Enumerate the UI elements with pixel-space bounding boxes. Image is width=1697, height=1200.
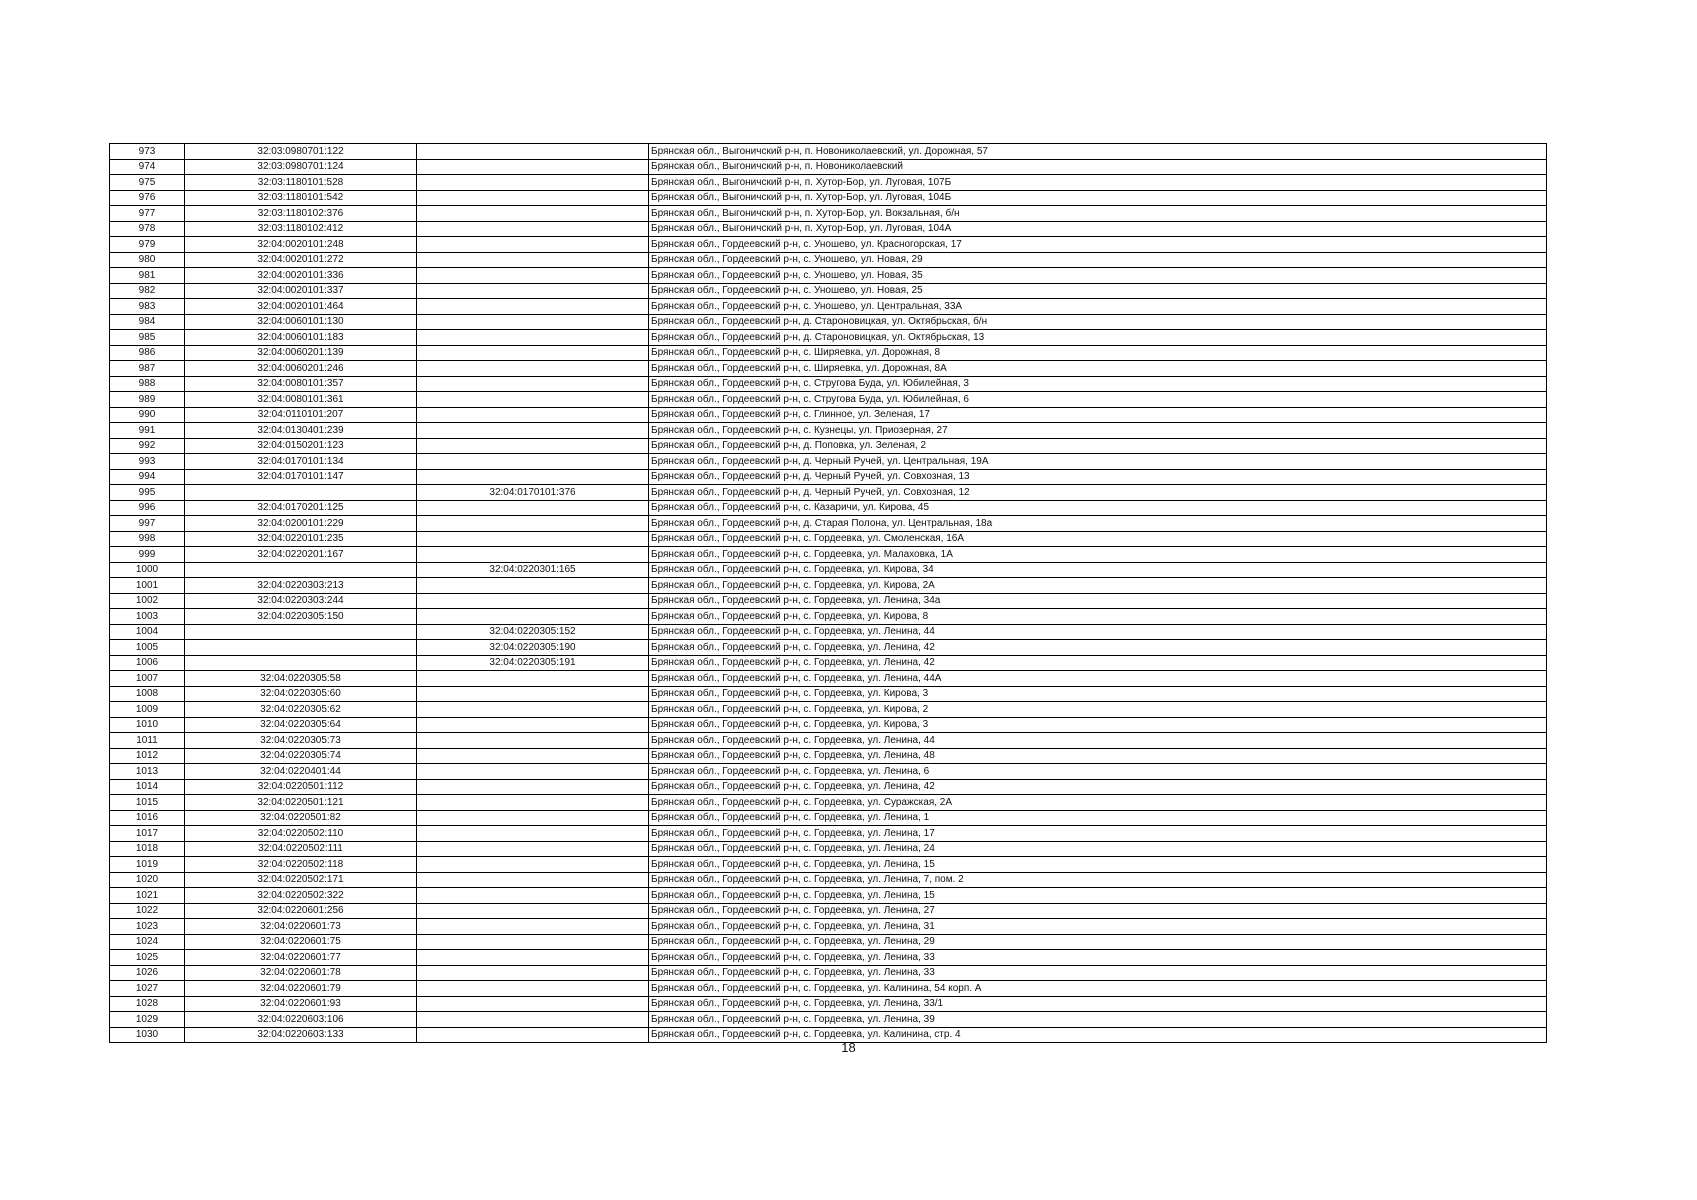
address-cell: Брянская обл., Гордеевский р-н, с. Гордеевка, ул. Ленина, 24 xyxy=(649,841,1547,857)
table-row xyxy=(110,392,1547,408)
row-number-cell: 978 xyxy=(110,221,185,237)
table-row xyxy=(110,438,1547,454)
cadastral-number-cell: 32:04:0220101:235 xyxy=(185,531,417,547)
table-row xyxy=(110,655,1547,671)
table-row xyxy=(110,624,1547,640)
address-cell: Брянская обл., Гордеевский р-н, с. Гордеевка, ул. Кирова, 2А xyxy=(649,578,1547,594)
table-row xyxy=(110,299,1547,315)
table-row xyxy=(110,795,1547,811)
table-row xyxy=(110,903,1547,919)
table-row xyxy=(110,237,1547,253)
row-number-cell: 1021 xyxy=(110,888,185,904)
row-number-cell: 1018 xyxy=(110,841,185,857)
cadastral-number-cell xyxy=(185,655,417,671)
row-number-cell: 1009 xyxy=(110,702,185,718)
cadastral-number-cell: 32:04:0220501:82 xyxy=(185,810,417,826)
alt-cadastral-number-cell xyxy=(417,578,649,594)
alt-cadastral-number-cell xyxy=(417,190,649,206)
address-cell: Брянская обл., Выгоничский р-н, п. Хутор-Бор, ул. Луговая, 104Б xyxy=(649,190,1547,206)
address-cell: Брянская обл., Гордеевский р-н, д. Староновицкая, ул. Октябрьская, 13 xyxy=(649,330,1547,346)
table-row xyxy=(110,531,1547,547)
alt-cadastral-number-cell xyxy=(417,175,649,191)
alt-cadastral-number-cell xyxy=(417,516,649,532)
address-cell: Брянская обл., Гордеевский р-н, с. Гордеевка, ул. Ленина, 44 xyxy=(649,733,1547,749)
row-number-cell: 1011 xyxy=(110,733,185,749)
address-cell: Брянская обл., Гордеевский р-н, с. Уношево, ул. Центральная, 33А xyxy=(649,299,1547,315)
cadastral-number-cell: 32:04:0220601:77 xyxy=(185,950,417,966)
table-row xyxy=(110,872,1547,888)
address-cell: Брянская обл., Гордеевский р-н, с. Гордеевка, ул. Ленина, 1 xyxy=(649,810,1547,826)
row-number-cell: 1007 xyxy=(110,671,185,687)
cadastral-number-cell: 32:04:0220501:112 xyxy=(185,779,417,795)
table-row xyxy=(110,190,1547,206)
address-cell: Брянская обл., Гордеевский р-н, с. Гордеевка, ул. Ленина, 15 xyxy=(649,857,1547,873)
address-cell: Брянская обл., Гордеевский р-н, д. Черный Ручей, ул. Совхозная, 12 xyxy=(649,485,1547,501)
alt-cadastral-number-cell: 32:04:0220305:152 xyxy=(417,624,649,640)
address-cell: Брянская обл., Гордеевский р-н, д. Староновицкая, ул. Октябрьская, б/н xyxy=(649,314,1547,330)
alt-cadastral-number-cell xyxy=(417,376,649,392)
cadastral-number-cell: 32:04:0220502:322 xyxy=(185,888,417,904)
row-number-cell: 1025 xyxy=(110,950,185,966)
alt-cadastral-number-cell: 32:04:0220301:165 xyxy=(417,562,649,578)
table-row xyxy=(110,144,1547,160)
cadastral-number-cell: 32:04:0060201:246 xyxy=(185,361,417,377)
cadastral-number-cell: 32:04:0060101:130 xyxy=(185,314,417,330)
address-cell: Брянская обл., Гордеевский р-н, с. Гордеевка, ул. Ленина, 44 xyxy=(649,624,1547,640)
table-row xyxy=(110,640,1547,656)
address-cell: Брянская обл., Гордеевский р-н, с. Гордеевка, ул. Малаховка, 1А xyxy=(649,547,1547,563)
alt-cadastral-number-cell xyxy=(417,531,649,547)
table-row xyxy=(110,609,1547,625)
address-cell: Брянская обл., Гордеевский р-н, с. Гордеевка, ул. Ленина, 42 xyxy=(649,779,1547,795)
row-number-cell: 1001 xyxy=(110,578,185,594)
alt-cadastral-number-cell xyxy=(417,330,649,346)
row-number-cell: 980 xyxy=(110,252,185,268)
table-row xyxy=(110,810,1547,826)
table-row xyxy=(110,547,1547,563)
address-cell: Брянская обл., Выгоничский р-н, п. Хутор-Бор, ул. Луговая, 104А xyxy=(649,221,1547,237)
row-number-cell: 985 xyxy=(110,330,185,346)
row-number-cell: 1004 xyxy=(110,624,185,640)
alt-cadastral-number-cell xyxy=(417,159,649,175)
row-number-cell: 992 xyxy=(110,438,185,454)
cadastral-number-cell: 32:04:0060201:139 xyxy=(185,345,417,361)
table-row xyxy=(110,950,1547,966)
alt-cadastral-number-cell xyxy=(417,469,649,485)
cadastral-number-cell: 32:04:0220501:121 xyxy=(185,795,417,811)
table-row xyxy=(110,500,1547,516)
row-number-cell: 982 xyxy=(110,283,185,299)
alt-cadastral-number-cell xyxy=(417,423,649,439)
alt-cadastral-number-cell: 32:04:0220305:190 xyxy=(417,640,649,656)
cadastral-number-cell: 32:03:1180102:376 xyxy=(185,206,417,222)
cadastral-number-cell: 32:04:0220502:118 xyxy=(185,857,417,873)
cadastral-number-cell: 32:04:0220401:44 xyxy=(185,764,417,780)
address-cell: Брянская обл., Гордеевский р-н, д. Старая Полона, ул. Центральная, 18а xyxy=(649,516,1547,532)
cadastral-number-cell: 32:04:0020101:272 xyxy=(185,252,417,268)
alt-cadastral-number-cell xyxy=(417,748,649,764)
row-number-cell: 1020 xyxy=(110,872,185,888)
cadastral-number-cell xyxy=(185,485,417,501)
alt-cadastral-number-cell xyxy=(417,841,649,857)
table-row xyxy=(110,779,1547,795)
cadastral-number-cell: 32:04:0220305:73 xyxy=(185,733,417,749)
cadastral-number-cell: 32:04:0080101:357 xyxy=(185,376,417,392)
alt-cadastral-number-cell xyxy=(417,268,649,284)
table-row xyxy=(110,454,1547,470)
cadastral-number-cell: 32:04:0220603:133 xyxy=(185,1027,417,1043)
address-cell: Брянская обл., Гордеевский р-н, с. Гордеевка, ул. Ленина, 34а xyxy=(649,593,1547,609)
row-number-cell: 995 xyxy=(110,485,185,501)
cadastral-number-cell: 32:04:0020101:336 xyxy=(185,268,417,284)
table-row xyxy=(110,423,1547,439)
table-row xyxy=(110,965,1547,981)
row-number-cell: 989 xyxy=(110,392,185,408)
alt-cadastral-number-cell xyxy=(417,609,649,625)
row-number-cell: 984 xyxy=(110,314,185,330)
alt-cadastral-number-cell xyxy=(417,283,649,299)
row-number-cell: 996 xyxy=(110,500,185,516)
alt-cadastral-number-cell xyxy=(417,733,649,749)
table-row xyxy=(110,671,1547,687)
address-cell: Брянская обл., Гордеевский р-н, с. Гордеевка, ул. Ленина, 42 xyxy=(649,655,1547,671)
table-row xyxy=(110,485,1547,501)
table-row xyxy=(110,268,1547,284)
table-row xyxy=(110,578,1547,594)
table-row xyxy=(110,206,1547,222)
alt-cadastral-number-cell xyxy=(417,593,649,609)
address-cell: Брянская обл., Гордеевский р-н, д. Черный Ручей, ул. Центральная, 19А xyxy=(649,454,1547,470)
cadastral-number-cell: 32:04:0020101:337 xyxy=(185,283,417,299)
cadastral-number-cell: 32:04:0220601:93 xyxy=(185,996,417,1012)
table-row xyxy=(110,345,1547,361)
row-number-cell: 1012 xyxy=(110,748,185,764)
address-cell: Брянская обл., Гордеевский р-н, д. Поповка, ул. Зеленая, 2 xyxy=(649,438,1547,454)
address-cell: Брянская обл., Гордеевский р-н, с. Стругова Буда, ул. Юбилейная, 6 xyxy=(649,392,1547,408)
address-cell: Брянская обл., Гордеевский р-н, с. Уношево, ул. Красногорская, 17 xyxy=(649,237,1547,253)
table-row xyxy=(110,469,1547,485)
alt-cadastral-number-cell xyxy=(417,779,649,795)
address-cell: Брянская обл., Гордеевский р-н, с. Ширяевка, ул. Дорожная, 8 xyxy=(649,345,1547,361)
row-number-cell: 1024 xyxy=(110,934,185,950)
address-cell: Брянская обл., Гордеевский р-н, с. Гордеевка, ул. Ленина, 33 xyxy=(649,950,1547,966)
row-number-cell: 974 xyxy=(110,159,185,175)
address-cell: Брянская обл., Гордеевский р-н, с. Гордеевка, ул. Ленина, 31 xyxy=(649,919,1547,935)
cadastral-number-cell: 32:04:0220305:64 xyxy=(185,717,417,733)
table-row xyxy=(110,376,1547,392)
address-cell: Брянская обл., Гордеевский р-н, с. Уношево, ул. Новая, 35 xyxy=(649,268,1547,284)
alt-cadastral-number-cell xyxy=(417,547,649,563)
table-row xyxy=(110,841,1547,857)
table-row xyxy=(110,934,1547,950)
address-cell: Брянская обл., Гордеевский р-н, с. Глинное, ул. Зеленая, 17 xyxy=(649,407,1547,423)
table-row xyxy=(110,686,1547,702)
cadastral-number-cell: 32:04:0220502:171 xyxy=(185,872,417,888)
table-row xyxy=(110,748,1547,764)
cadastral-number-cell: 32:04:0060101:183 xyxy=(185,330,417,346)
alt-cadastral-number-cell xyxy=(417,221,649,237)
alt-cadastral-number-cell xyxy=(417,237,649,253)
row-number-cell: 1008 xyxy=(110,686,185,702)
address-cell: Брянская обл., Гордеевский р-н, с. Гордеевка, ул. Ленина, 7, пом. 2 xyxy=(649,872,1547,888)
cadastral-number-cell: 32:04:0220502:110 xyxy=(185,826,417,842)
cadastral-number-cell xyxy=(185,562,417,578)
alt-cadastral-number-cell xyxy=(417,950,649,966)
address-cell: Брянская обл., Гордеевский р-н, с. Гордеевка, ул. Кирова, 3 xyxy=(649,717,1547,733)
cadastral-number-cell: 32:04:0220601:78 xyxy=(185,965,417,981)
row-number-cell: 998 xyxy=(110,531,185,547)
row-number-cell: 981 xyxy=(110,268,185,284)
table-row xyxy=(110,996,1547,1012)
alt-cadastral-number-cell xyxy=(417,934,649,950)
address-cell: Брянская обл., Гордеевский р-н, с. Гордеевка, ул. Ленина, 44А xyxy=(649,671,1547,687)
alt-cadastral-number-cell xyxy=(417,903,649,919)
row-number-cell: 976 xyxy=(110,190,185,206)
table-row xyxy=(110,314,1547,330)
address-cell: Брянская обл., Гордеевский р-н, с. Гордеевка, ул. Ленина, 42 xyxy=(649,640,1547,656)
table-row xyxy=(110,764,1547,780)
table-row xyxy=(110,562,1547,578)
row-number-cell: 1029 xyxy=(110,1012,185,1028)
cadastral-number-cell: 32:03:1180102:412 xyxy=(185,221,417,237)
address-cell: Брянская обл., Гордеевский р-н, с. Уношево, ул. Новая, 29 xyxy=(649,252,1547,268)
row-number-cell: 1023 xyxy=(110,919,185,935)
table-body xyxy=(110,144,1547,1043)
row-number-cell: 997 xyxy=(110,516,185,532)
table-row xyxy=(110,221,1547,237)
table-row xyxy=(110,593,1547,609)
row-number-cell: 1015 xyxy=(110,795,185,811)
alt-cadastral-number-cell xyxy=(417,671,649,687)
table-row xyxy=(110,919,1547,935)
alt-cadastral-number-cell xyxy=(417,500,649,516)
table-row xyxy=(110,857,1547,873)
table-row xyxy=(110,826,1547,842)
alt-cadastral-number-cell xyxy=(417,965,649,981)
cadastral-number-cell: 32:04:0220305:58 xyxy=(185,671,417,687)
alt-cadastral-number-cell xyxy=(417,919,649,935)
alt-cadastral-number-cell xyxy=(417,407,649,423)
row-number-cell: 1005 xyxy=(110,640,185,656)
alt-cadastral-number-cell xyxy=(417,795,649,811)
row-number-cell: 1026 xyxy=(110,965,185,981)
address-cell: Брянская обл., Гордеевский р-н, с. Уношево, ул. Новая, 25 xyxy=(649,283,1547,299)
row-number-cell: 1003 xyxy=(110,609,185,625)
cadastral-number-cell: 32:04:0220305:150 xyxy=(185,609,417,625)
cadastral-number-cell: 32:04:0220601:79 xyxy=(185,981,417,997)
table-row xyxy=(110,981,1547,997)
row-number-cell: 1019 xyxy=(110,857,185,873)
cadastral-number-cell: 32:04:0170101:147 xyxy=(185,469,417,485)
table-row xyxy=(110,175,1547,191)
alt-cadastral-number-cell xyxy=(417,686,649,702)
alt-cadastral-number-cell: 32:04:0170101:376 xyxy=(417,485,649,501)
cadastral-number-cell: 32:04:0220502:111 xyxy=(185,841,417,857)
row-number-cell: 983 xyxy=(110,299,185,315)
table-row xyxy=(110,361,1547,377)
alt-cadastral-number-cell xyxy=(417,454,649,470)
alt-cadastral-number-cell xyxy=(417,702,649,718)
table-row xyxy=(110,717,1547,733)
row-number-cell: 987 xyxy=(110,361,185,377)
address-cell: Брянская обл., Гордеевский р-н, с. Гордеевка, ул. Ленина, 48 xyxy=(649,748,1547,764)
table-row xyxy=(110,283,1547,299)
cadastral-number-cell: 32:03:0980701:124 xyxy=(185,159,417,175)
address-cell: Брянская обл., Выгоничский р-н, п. Новониколаевский xyxy=(649,159,1547,175)
alt-cadastral-number-cell xyxy=(417,981,649,997)
alt-cadastral-number-cell xyxy=(417,345,649,361)
row-number-cell: 1013 xyxy=(110,764,185,780)
alt-cadastral-number-cell: 32:04:0220305:191 xyxy=(417,655,649,671)
row-number-cell: 979 xyxy=(110,237,185,253)
address-cell: Брянская обл., Гордеевский р-н, д. Черный Ручей, ул. Совхозная, 13 xyxy=(649,469,1547,485)
alt-cadastral-number-cell xyxy=(417,299,649,315)
alt-cadastral-number-cell xyxy=(417,1012,649,1028)
table-row xyxy=(110,1012,1547,1028)
address-cell: Брянская обл., Гордеевский р-н, с. Стругова Буда, ул. Юбилейная, 3 xyxy=(649,376,1547,392)
table-row xyxy=(110,733,1547,749)
cadastral-number-cell: 32:04:0220303:244 xyxy=(185,593,417,609)
address-cell: Брянская обл., Гордеевский р-н, с. Гордеевка, ул. Ленина, 6 xyxy=(649,764,1547,780)
alt-cadastral-number-cell xyxy=(417,206,649,222)
address-cell: Брянская обл., Гордеевский р-н, с. Гордеевка, ул. Калинина, стр. 4 xyxy=(649,1027,1547,1043)
cadastral-number-cell: 32:03:1180101:528 xyxy=(185,175,417,191)
cadastral-number-cell xyxy=(185,640,417,656)
address-cell: Брянская обл., Гордеевский р-н, с. Гордеевка, ул. Кирова, 2 xyxy=(649,702,1547,718)
row-number-cell: 988 xyxy=(110,376,185,392)
table-row xyxy=(110,159,1547,175)
address-cell: Брянская обл., Гордеевский р-н, с. Гордеевка, ул. Кирова, 8 xyxy=(649,609,1547,625)
cadastral-number-cell: 32:04:0130401:239 xyxy=(185,423,417,439)
row-number-cell: 1010 xyxy=(110,717,185,733)
cadastral-number-cell: 32:04:0170101:134 xyxy=(185,454,417,470)
alt-cadastral-number-cell xyxy=(417,888,649,904)
property-table xyxy=(109,143,1547,1043)
address-cell: Брянская обл., Выгоничский р-н, п. Хутор-Бор, ул. Луговая, 107Б xyxy=(649,175,1547,191)
row-number-cell: 973 xyxy=(110,144,185,160)
row-number-cell: 1000 xyxy=(110,562,185,578)
address-cell: Брянская обл., Гордеевский р-н, с. Гордеевка, ул. Кирова, 3 xyxy=(649,686,1547,702)
cadastral-number-cell: 32:04:0220305:60 xyxy=(185,686,417,702)
cadastral-number-cell: 32:04:0220303:213 xyxy=(185,578,417,594)
row-number-cell: 990 xyxy=(110,407,185,423)
cadastral-number-cell: 32:03:0980701:122 xyxy=(185,144,417,160)
table-row xyxy=(110,330,1547,346)
cadastral-number-cell: 32:04:0220603:106 xyxy=(185,1012,417,1028)
cadastral-number-cell: 32:04:0170201:125 xyxy=(185,500,417,516)
table-row xyxy=(110,702,1547,718)
row-number-cell: 1022 xyxy=(110,903,185,919)
row-number-cell: 991 xyxy=(110,423,185,439)
address-cell: Брянская обл., Гордеевский р-н, с. Гордеевка, ул. Кирова, 34 xyxy=(649,562,1547,578)
row-number-cell: 994 xyxy=(110,469,185,485)
cadastral-number-cell: 32:04:0220201:167 xyxy=(185,547,417,563)
cadastral-number-cell: 32:03:1180101:542 xyxy=(185,190,417,206)
table-row xyxy=(110,888,1547,904)
alt-cadastral-number-cell xyxy=(417,764,649,780)
address-cell: Брянская обл., Гордеевский р-н, с. Гордеевка, ул. Ленина, 15 xyxy=(649,888,1547,904)
address-cell: Брянская обл., Гордеевский р-н, с. Ширяевка, ул. Дорожная, 8А xyxy=(649,361,1547,377)
address-cell: Брянская обл., Гордеевский р-н, с. Гордеевка, ул. Ленина, 33 xyxy=(649,965,1547,981)
row-number-cell: 1028 xyxy=(110,996,185,1012)
cadastral-number-cell xyxy=(185,624,417,640)
address-cell: Брянская обл., Гордеевский р-н, с. Гордеевка, ул. Ленина, 27 xyxy=(649,903,1547,919)
alt-cadastral-number-cell xyxy=(417,996,649,1012)
alt-cadastral-number-cell xyxy=(417,857,649,873)
alt-cadastral-number-cell xyxy=(417,392,649,408)
row-number-cell: 1014 xyxy=(110,779,185,795)
row-number-cell: 977 xyxy=(110,206,185,222)
alt-cadastral-number-cell xyxy=(417,717,649,733)
address-cell: Брянская обл., Выгоничский р-н, п. Новониколаевский, ул. Дорожная, 57 xyxy=(649,144,1547,160)
row-number-cell: 1006 xyxy=(110,655,185,671)
alt-cadastral-number-cell xyxy=(417,361,649,377)
cadastral-number-cell: 32:04:0220305:74 xyxy=(185,748,417,764)
row-number-cell: 1030 xyxy=(110,1027,185,1043)
row-number-cell: 1016 xyxy=(110,810,185,826)
row-number-cell: 1002 xyxy=(110,593,185,609)
alt-cadastral-number-cell xyxy=(417,826,649,842)
cadastral-number-cell: 32:04:0200101:229 xyxy=(185,516,417,532)
cadastral-number-cell: 32:04:0020101:248 xyxy=(185,237,417,253)
table-row xyxy=(110,407,1547,423)
address-cell: Брянская обл., Гордеевский р-н, с. Гордеевка, ул. Калинина, 54 корп. А xyxy=(649,981,1547,997)
cadastral-number-cell: 32:04:0150201:123 xyxy=(185,438,417,454)
row-number-cell: 975 xyxy=(110,175,185,191)
address-cell: Брянская обл., Гордеевский р-н, с. Гордеевка, ул. Ленина, 29 xyxy=(649,934,1547,950)
address-cell: Брянская обл., Гордеевский р-н, с. Гордеевка, ул. Ленина, 17 xyxy=(649,826,1547,842)
row-number-cell: 1027 xyxy=(110,981,185,997)
cadastral-number-cell: 32:04:0220305:62 xyxy=(185,702,417,718)
alt-cadastral-number-cell xyxy=(417,872,649,888)
row-number-cell: 986 xyxy=(110,345,185,361)
address-cell: Брянская обл., Гордеевский р-н, с. Кузнецы, ул. Приозерная, 27 xyxy=(649,423,1547,439)
cadastral-number-cell: 32:04:0020101:464 xyxy=(185,299,417,315)
alt-cadastral-number-cell xyxy=(417,252,649,268)
alt-cadastral-number-cell xyxy=(417,314,649,330)
row-number-cell: 993 xyxy=(110,454,185,470)
cadastral-number-cell: 32:04:0110101:207 xyxy=(185,407,417,423)
address-cell: Брянская обл., Гордеевский р-н, с. Гордеевка, ул. Ленина, 33/1 xyxy=(649,996,1547,1012)
cadastral-number-cell: 32:04:0220601:73 xyxy=(185,919,417,935)
address-cell: Брянская обл., Гордеевский р-н, с. Казаричи, ул. Кирова, 45 xyxy=(649,500,1547,516)
address-cell: Брянская обл., Гордеевский р-н, с. Гордеевка, ул. Смоленская, 16А xyxy=(649,531,1547,547)
address-cell: Брянская обл., Выгоничский р-н, п. Хутор-Бор, ул. Вокзальная, б/н xyxy=(649,206,1547,222)
cadastral-number-cell: 32:04:0220601:256 xyxy=(185,903,417,919)
table-row xyxy=(110,516,1547,532)
alt-cadastral-number-cell xyxy=(417,810,649,826)
row-number-cell: 1017 xyxy=(110,826,185,842)
page-number: 18 xyxy=(841,1040,856,1055)
alt-cadastral-number-cell xyxy=(417,144,649,160)
address-cell: Брянская обл., Гордеевский р-н, с. Гордеевка, ул. Суражская, 2А xyxy=(649,795,1547,811)
cadastral-number-cell: 32:04:0220601:75 xyxy=(185,934,417,950)
table-row xyxy=(110,252,1547,268)
row-number-cell: 999 xyxy=(110,547,185,563)
address-cell: Брянская обл., Гордеевский р-н, с. Гордеевка, ул. Ленина, 39 xyxy=(649,1012,1547,1028)
alt-cadastral-number-cell xyxy=(417,438,649,454)
cadastral-number-cell: 32:04:0080101:361 xyxy=(185,392,417,408)
